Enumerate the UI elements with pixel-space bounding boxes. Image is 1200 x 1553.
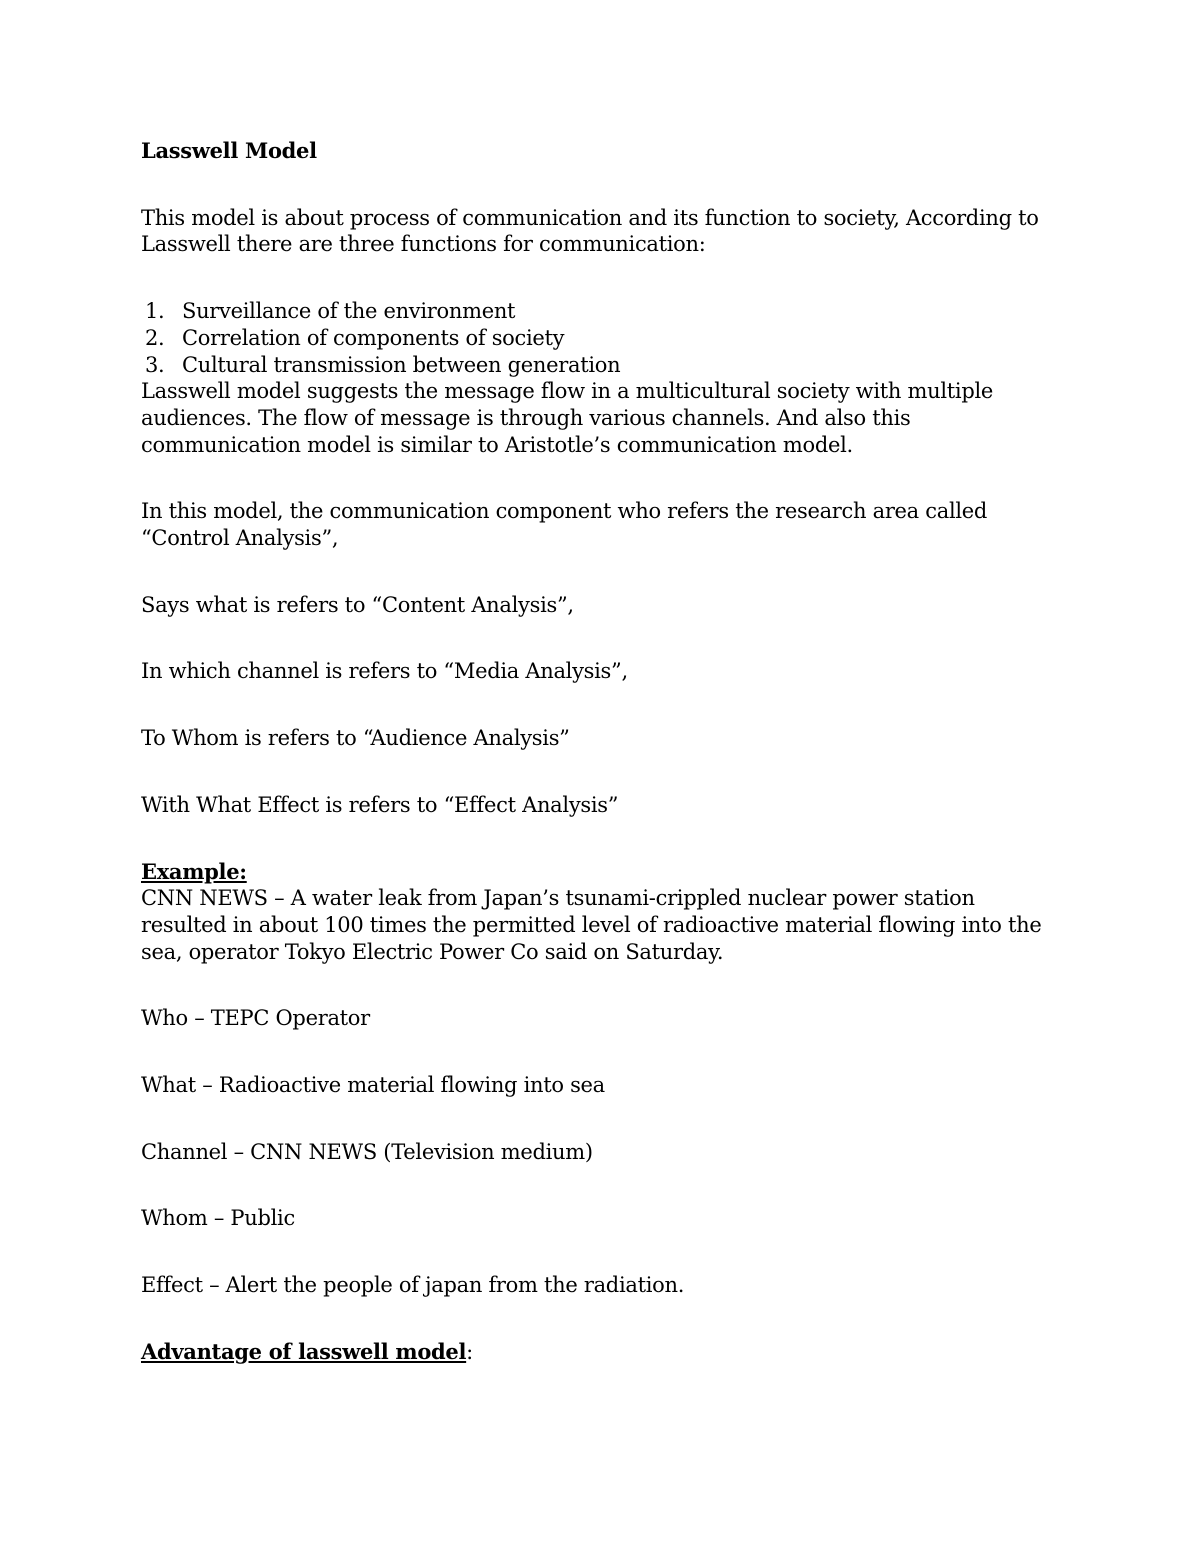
example-whom: Whom – Public: [141, 1206, 295, 1231]
document-body: [141, 138, 1051, 1366]
advantage-heading: Advantage of lasswell model: [141, 1338, 467, 1364]
document-title: Lasswell Model: [141, 138, 317, 163]
advantage-colon: :: [466, 1339, 473, 1364]
analysis-audience: To Whom is refers to “Audience Analysis”: [141, 726, 570, 751]
list-item: [141, 325, 1051, 352]
list-item: [141, 352, 1051, 379]
example-effect: Effect – Alert the people of japan from the radiation.: [141, 1273, 685, 1298]
advantage-heading-line: [141, 1339, 1051, 1366]
analysis-control: In this model, the communication component who refers the research area called “Control Analysis”,: [141, 499, 988, 551]
flow-paragraph: Lasswell model suggests the message flow in a multicultural society with multiple audiences. The flow of message is through various channels. And also this communication model is similar to Aristotle’s communication model.: [141, 379, 994, 457]
list-number: 1.: [145, 299, 165, 324]
example-what: What – Radioactive material flowing into sea: [141, 1073, 605, 1098]
example-paragraph: CNN NEWS – A water leak from Japan’s tsunami-crippled nuclear power station resulted in about 100 times the permitted level of radioactive material flowing into the sea, operator Tokyo Electric Power Co said on Saturday.: [141, 886, 1042, 964]
list-item-text: Surveillance of the environment: [182, 299, 516, 324]
analysis-effect: With What Effect is refers to “Effect Analysis”: [141, 792, 619, 817]
list-item-text: Cultural transmission between generation: [182, 352, 621, 377]
analysis-content: Says what is refers to “Content Analysis”,: [141, 592, 574, 617]
example-channel: Channel – CNN NEWS (Television medium): [141, 1139, 593, 1164]
list-item-text: Correlation of components of society: [182, 325, 565, 350]
list-number: 3.: [145, 352, 165, 377]
example-who: Who – TEPC Operator: [141, 1006, 370, 1031]
analysis-media: In which channel is refers to “Media Analysis”,: [141, 659, 628, 684]
list-number: 2.: [145, 325, 165, 350]
example-heading: Example:: [141, 858, 247, 884]
intro-paragraph: This model is about process of communication and its function to society, According to Lasswell there are three functions for communication:: [141, 205, 1039, 257]
functions-list: [141, 298, 1051, 378]
list-item: [141, 298, 1051, 325]
